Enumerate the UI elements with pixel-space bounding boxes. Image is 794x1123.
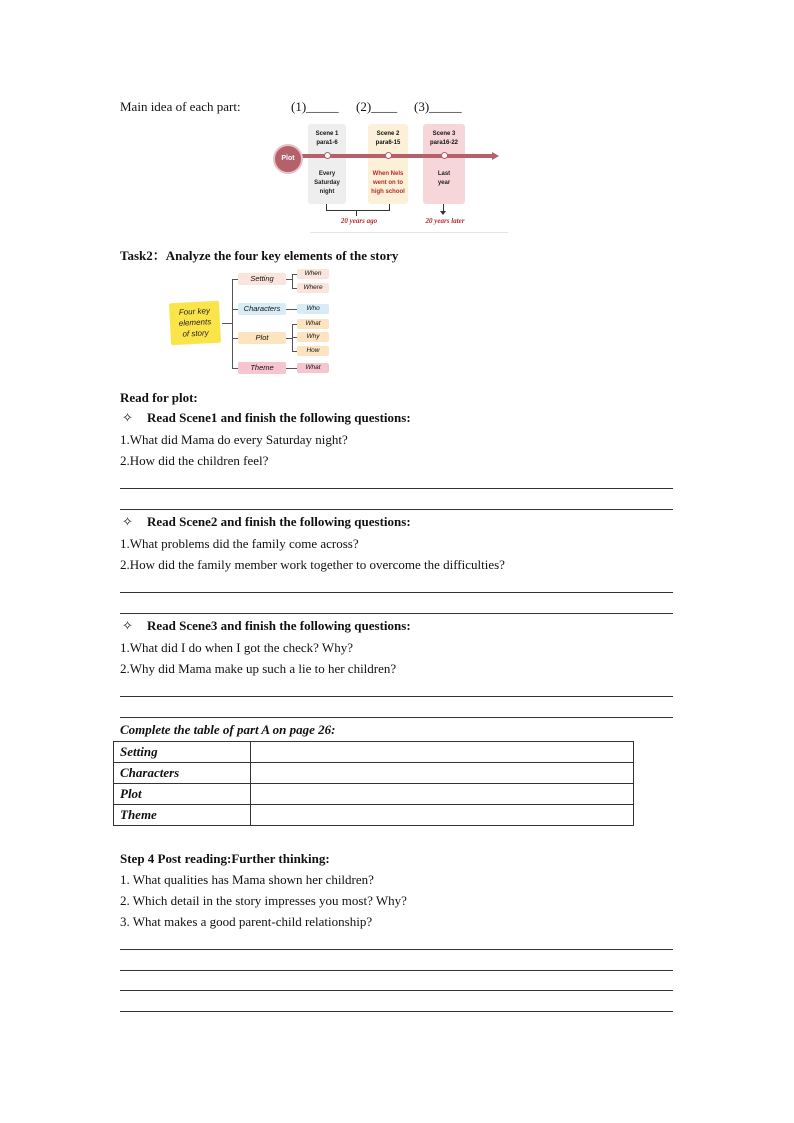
scene2-title: Scene 2 para6-15: [375, 131, 401, 146]
node-theme: Theme: [238, 362, 286, 374]
table-row: [114, 784, 634, 805]
answer-cell[interactable]: [251, 784, 634, 805]
task2-title: Task2：Analyze the four key elements of the story: [120, 248, 399, 263]
answer-line[interactable]: [120, 970, 673, 971]
node-where: Where: [297, 283, 329, 293]
node-what: What: [297, 319, 329, 329]
read-for-plot-heading: Read for plot:: [120, 390, 198, 405]
node-who: Who: [297, 304, 329, 314]
node-characters: Characters: [238, 303, 286, 315]
row-label-characters: Characters: [114, 763, 251, 784]
root-connector: [222, 323, 232, 324]
scene3-question-1: 1.What did I do when I got the check? Why?: [120, 640, 353, 655]
mindmap-root: Four key elements of story: [169, 301, 221, 346]
timeline-baseline: [310, 232, 508, 233]
scene1-question-2: 2.How did the children feel?: [120, 453, 269, 468]
years-later-label: 20 years later: [425, 217, 465, 225]
scene1-event: Every Saturday night: [314, 171, 340, 195]
scene2-event: When Nels went on to high school: [371, 171, 405, 195]
plot-circle: Plot: [273, 144, 303, 174]
answer-line[interactable]: [120, 613, 673, 614]
step4-question-2: 2. Which detail in the story impresses you most? Why?: [120, 893, 407, 908]
scene3-question-2: 2.Why did Mama make up such a lie to her children?: [120, 661, 397, 676]
table-row: [114, 742, 634, 763]
years-ago-label: 20 years ago: [340, 217, 378, 225]
step4-question-1: 1. What qualities has Mama shown her children?: [120, 872, 374, 887]
step4-title: Step 4 Post reading:Further thinking:: [120, 851, 330, 866]
bullet-icon: ✧: [122, 618, 133, 633]
answer-line[interactable]: [120, 696, 673, 697]
scene1-title: Scene 1 para1-6: [315, 131, 339, 146]
answer-line[interactable]: [120, 592, 673, 593]
blank-1[interactable]: (1)_____: [291, 99, 339, 114]
answer-line[interactable]: [120, 990, 673, 991]
bullet-icon: ✧: [122, 514, 133, 529]
scene3-event: Last year: [437, 171, 451, 186]
answer-line[interactable]: [120, 1011, 673, 1012]
answer-line[interactable]: [120, 949, 673, 950]
timeline-arrow-icon: [492, 152, 499, 160]
down-arrow-icon: [440, 211, 446, 215]
table-row: [114, 763, 634, 784]
answer-line[interactable]: [120, 488, 673, 489]
scene1-instruction: Read Scene1 and finish the following questions:: [147, 410, 411, 425]
table-title: Complete the table of part A on page 26:: [120, 722, 336, 737]
node-why: Why: [297, 332, 329, 342]
answer-line[interactable]: [120, 509, 673, 510]
answer-line[interactable]: [120, 717, 673, 718]
scene1-marker: [324, 152, 331, 159]
bracket-stem: [356, 210, 357, 216]
scene2-question-1: 1.What problems did the family come across?: [120, 536, 359, 551]
table-row: [114, 805, 634, 826]
main-idea-label: Main idea of each part:: [120, 99, 241, 114]
answer-cell[interactable]: [251, 763, 634, 784]
answer-cell[interactable]: [251, 805, 634, 826]
node-setting: Setting: [238, 273, 286, 285]
row-label-theme: Theme: [114, 805, 251, 826]
key-elements-mindmap: [165, 265, 345, 377]
scene2-marker: [385, 152, 392, 159]
scene3-title: Scene 3 para16-22: [429, 131, 459, 146]
trunk-line: [232, 279, 233, 369]
scene3-marker: [441, 152, 448, 159]
node-theme-what: What: [297, 363, 329, 373]
scene2-instruction: Read Scene2 and finish the following questions:: [147, 514, 411, 529]
node-how: How: [297, 346, 329, 356]
node-plot: Plot: [238, 332, 286, 344]
node-when: When: [297, 269, 329, 279]
bullet-icon: ✧: [122, 410, 133, 425]
row-label-setting: Setting: [114, 742, 251, 763]
scene2-question-2: 2.How did the family member work together to overcome the difficulties?: [120, 557, 505, 572]
elements-table: [113, 741, 634, 826]
blank-2[interactable]: (2)____: [356, 99, 398, 114]
blank-3[interactable]: (3)_____: [414, 99, 462, 114]
scene1-question-1: 1.What did Mama do every Saturday night?: [120, 432, 348, 447]
step4-question-3: 3. What makes a good parent-child relationship?: [120, 914, 373, 929]
plot-timeline: [270, 120, 508, 234]
scene3-instruction: Read Scene3 and finish the following questions:: [147, 618, 411, 633]
years-ago-bracket: [326, 204, 390, 211]
answer-cell[interactable]: [251, 742, 634, 763]
row-label-plot: Plot: [114, 784, 251, 805]
